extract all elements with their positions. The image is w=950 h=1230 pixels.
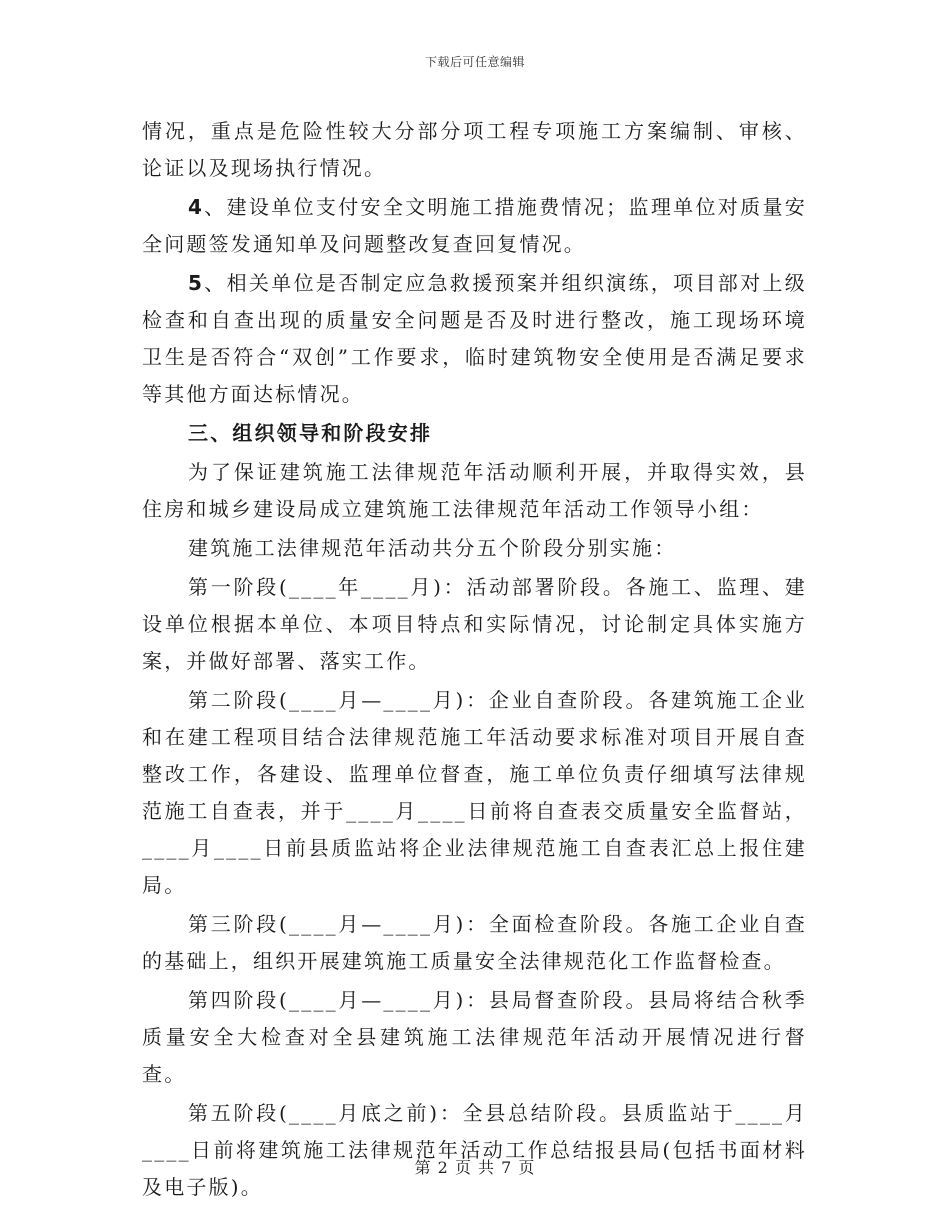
page-number: 第 2 页 共 7 页 (414, 1158, 536, 1177)
paragraph-phase-5: 第五阶段(____月底之前)：全县总结阶段。县质监站于____月____日前将建筑施工法律规范年活动工作总结报县局(包括书面材料及电子版)。 (142, 1101, 807, 1199)
paragraph-continuation: 情况，重点是危险性较大分部分项工程专项施工方案编制、审核、论证以及现场执行情况。 (142, 119, 807, 180)
paragraph-phases-intro: 建筑施工法律规范年活动共分五个阶段分别实施： (188, 536, 677, 560)
paragraph-item-4 (142, 189, 807, 263)
item-text: 、相关单位是否制定应急救援预案并组织演练，项目部对上级检查和自查出现的质量安全问题是否及时进行整改，施工现场环境卫生是否符合“双创”工作要求，临时建筑物安全使用是否满足要求等其他方面达标情况。 (142, 271, 807, 406)
item-number: 5 (188, 271, 205, 295)
item-number: 4 (188, 195, 205, 219)
document-body (142, 113, 807, 1208)
paragraph-phase-1: 第一阶段(____年____月)：活动部署阶段。各施工、监理、建设单位根据本单位、本项目特点和实际情况，讨论制定具体实施方案，并做好部署、落实工作。 (142, 575, 807, 673)
section-heading: 三、组织领导和阶段安排 (188, 421, 433, 445)
paragraph-phase-2: 第二阶段(____月—____月)：企业自查阶段。各建筑施工企业和在建工程项目结合法律规范施工年活动要求标准对项目开展自查整改工作，各建设、监理单位督查，施工单位负责仔细填写法律规范施工自查表，并于____月____日前将自查表交质量安全监督站，____月____日前县质监站将企业法律规范施工自查表汇总上报住建局。 (142, 688, 807, 897)
paragraph-phase-4: 第四阶段(____月—____月)：县局督查阶段。县局将结合秋季质量安全大检查对全县建筑施工法律规范年活动开展情况进行督查。 (142, 988, 807, 1086)
header-note: 下载后可任意编辑 (424, 55, 525, 69)
paragraph-leadership: 为了保证建筑施工法律规范年活动顺利开展，并取得实效，县住房和城乡建设局成立建筑施工法律规范年活动工作领导小组： (142, 460, 807, 521)
paragraph-item-5 (142, 265, 807, 413)
item-text: 、建设单位支付安全文明施工措施费情况；监理单位对质量安全问题签发通知单及问题整改复查回复情况。 (142, 195, 807, 256)
paragraph-phase-3: 第三阶段(____月—____月)：全面检查阶段。各施工企业自查的基础上，组织开展建筑施工质量安全法律规范化工作监督检查。 (142, 912, 807, 973)
